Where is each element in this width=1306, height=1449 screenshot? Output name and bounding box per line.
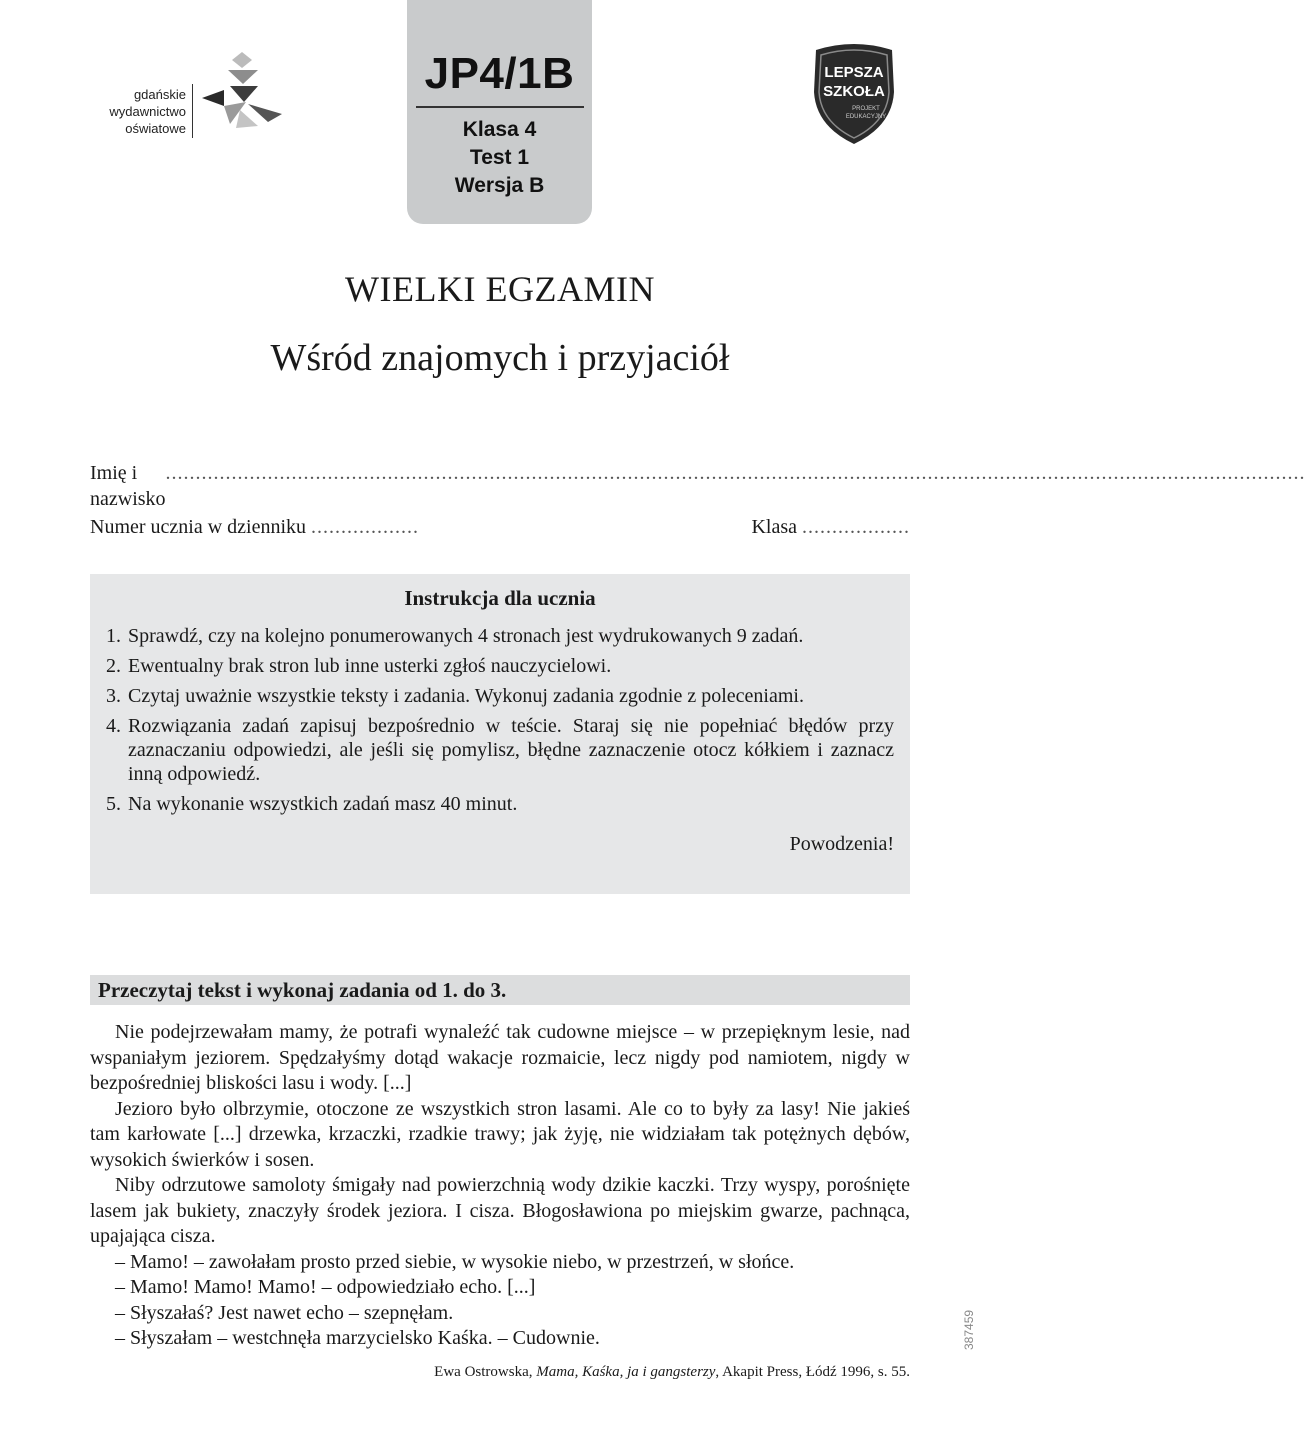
instruction-text: Na wykonanie wszystkich zadań masz 40 minut. xyxy=(128,793,518,815)
reading-text xyxy=(90,1020,910,1352)
instruction-number: 5. xyxy=(106,793,121,815)
dialog-line: – Słyszałaś? Jest nawet echo – szepnęłam. xyxy=(115,1301,454,1324)
number-label: Numer ucznia w dzienniku xyxy=(90,516,307,538)
badge-line1: LEPSZA xyxy=(824,64,884,81)
instruction-item xyxy=(106,714,894,786)
instruction-item xyxy=(106,684,894,708)
version-label: Wersja B xyxy=(454,174,545,197)
source-details: , Akapit Press, Łódź 1996, s. 55. xyxy=(715,1364,910,1380)
source-author: Ewa Ostrowska, xyxy=(434,1364,537,1380)
dialog-line: – Mamo! – zawołałam prosto przed siebie, w wysokie niebo, w przestrzeń, w słońce. xyxy=(115,1250,795,1273)
dialog-line: – Mamo! Mamo! Mamo! – odpowiedziało echo. [...] xyxy=(115,1276,536,1298)
name-label: Imię i nazwisko xyxy=(90,462,166,510)
instruction-text: Ewentualny brak stron lub inne usterki zgłoś nauczycielowi. xyxy=(128,655,612,677)
publisher-name xyxy=(88,86,186,137)
side-number-text: 387459 xyxy=(962,1309,976,1350)
exam-subtitle: Wśród znajomych i przyjaciół xyxy=(270,337,730,379)
number-field[interactable] xyxy=(90,514,419,540)
publisher-line: oświatowe xyxy=(125,121,186,136)
instruction-number: 3. xyxy=(106,685,121,707)
publisher-line: wydawnictwo xyxy=(109,104,186,119)
number-class-row xyxy=(90,514,910,540)
lepsza-szkola-badge-icon xyxy=(808,40,900,146)
badge-line2: SZKOŁA xyxy=(823,83,885,100)
instruction-item xyxy=(106,624,894,648)
instruction-item xyxy=(106,654,894,678)
instruction-number: 4. xyxy=(106,715,121,737)
test-label: Test 1 xyxy=(469,146,530,169)
instructions-box xyxy=(90,574,910,894)
class-field[interactable] xyxy=(751,514,910,540)
instructions-closing: Powodzenia! xyxy=(789,833,894,855)
badge-line4: EDUKACYJNY xyxy=(845,114,887,120)
name-dots[interactable]: .............................................................................................................................................................................................. xyxy=(165,462,1306,484)
dialog-line: – Słyszałam – westchnęła marzycielsko Kaśka. – Cudownie. xyxy=(115,1327,600,1349)
exam-title: WIELKI EGZAMIN xyxy=(345,269,655,309)
class-dots[interactable]: .................. xyxy=(802,516,910,538)
tangram-logo-icon xyxy=(200,50,290,132)
source-citation xyxy=(434,1362,910,1382)
reading-paragraph: Niby odrzutowe samoloty śmigały nad powierzchnią wody dzikie kaczki. Trzy wyspy, porośnięte lasem jak bukiety, znaczyły środek jeziora. I cisza. Błogosławiona po miejskim gwarze, pachnąca, upajająca cisza. xyxy=(90,1174,910,1247)
reading-paragraph: Jezioro było olbrzymie, otoczone ze wszystkich stron lasami. Ale co to były za lasy! Nie jakieś tam karłowate [...] drzewka, krzaczki, rzadkie trawy; jak żyję, nie widziałam tak potężnych dębów, wysokich świerków i sosen. xyxy=(90,1097,910,1171)
publisher-divider xyxy=(192,84,193,138)
publisher-line: gdańskie xyxy=(133,87,186,102)
reading-paragraph: Nie podejrzewałam mamy, że potrafi wynaleźć tak cudowne miejsce – w przepięknym lesie, nad wspaniałym jeziorem. Spędzałyśmy dotąd wakacje rozmaicie, lecz nigdy pod namiotem, nigdy w bezpośredniej bliskości lasu i wody. [...] xyxy=(90,1021,910,1094)
instruction-item xyxy=(106,792,894,816)
source-title: Mama, Kaśka, ja i gangsterzy xyxy=(536,1364,716,1380)
publisher-logo xyxy=(88,50,288,140)
badge-line3: PROJEKT xyxy=(852,106,880,112)
side-number xyxy=(948,1300,988,1360)
instructions-title: Instrukcja dla ucznia xyxy=(404,586,596,610)
class-label: Klasa 4 xyxy=(462,118,537,141)
test-code-tab xyxy=(407,0,592,224)
test-code: JP4/1B xyxy=(424,49,575,98)
instruction-text: Sprawdź, czy na kolejno ponumerowanych 4 stronach jest wydrukowanych 9 zadań. xyxy=(128,625,804,647)
name-field[interactable] xyxy=(90,460,1306,512)
instruction-number: 2. xyxy=(106,655,121,677)
section-header: Przeczytaj tekst i wykonaj zadania od 1. do 3. xyxy=(90,975,910,1005)
instruction-text: Rozwiązania zadań zapisuj bezpośrednio w teście. Staraj się nie popełniać błędów przy zaznaczaniu odpowiedzi, ale jeśli się pomylisz, błędne zaznaczenie otocz kółkiem i zaznacz inną odpowiedź. xyxy=(128,715,894,785)
instruction-text: Czytaj uważnie wszystkie teksty i zadania. Wykonuj zadania zgodnie z poleceniami. xyxy=(128,685,804,707)
code-divider xyxy=(416,106,584,108)
instructions-list xyxy=(106,624,894,816)
instruction-number: 1. xyxy=(106,625,121,647)
class-field-label: Klasa xyxy=(751,516,797,538)
number-dots[interactable]: .................. xyxy=(311,516,420,538)
